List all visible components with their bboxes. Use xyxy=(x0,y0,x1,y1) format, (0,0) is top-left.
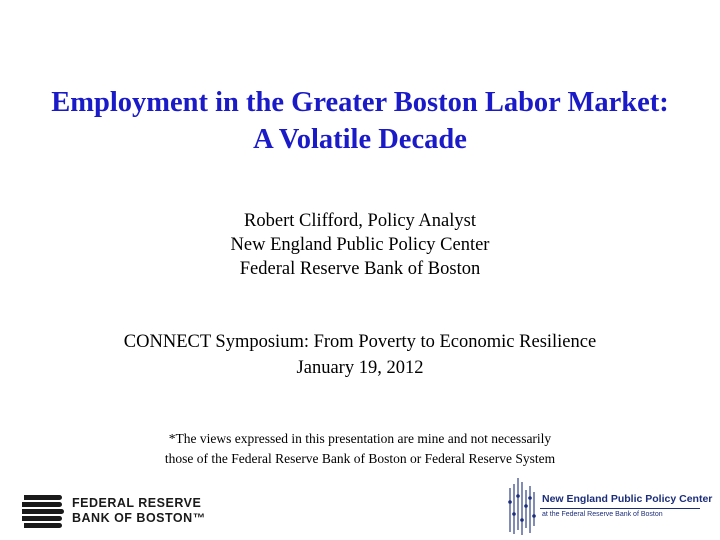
event-name: CONNECT Symposium: From Poverty to Economic Resilience xyxy=(123,332,597,352)
slide-title-line-1: Employment in the Greater Boston Labor Market: xyxy=(51,87,669,118)
federal-reserve-wordmark-line-1: FEDERAL RESERVE xyxy=(72,496,202,510)
author-institution: Federal Reserve Bank of Boston xyxy=(239,259,481,279)
federal-reserve-wordmark-line-2: BANK OF BOSTON™ xyxy=(72,511,206,525)
author-center: New England Public Policy Center xyxy=(230,235,490,255)
slide-title-line-2: A Volatile Decade xyxy=(253,124,467,155)
author-block xyxy=(0,209,720,281)
federal-reserve-logo xyxy=(22,494,222,530)
event-date: January 19, 2012 xyxy=(296,358,424,378)
disclaimer-line-1: *The views expressed in this presentation are mine and not necessarily xyxy=(168,431,552,446)
neppc-lines-icon xyxy=(504,478,544,536)
event-block xyxy=(0,329,720,381)
federal-reserve-wordmark xyxy=(72,496,206,526)
neppc-divider xyxy=(540,508,700,509)
neppc-name: New England Public Policy Center xyxy=(542,493,713,505)
federal-reserve-bars-icon xyxy=(22,495,66,529)
disclaimer-line-2: those of the Federal Reserve Bank of Boston or Federal Reserve System xyxy=(164,451,556,466)
neppc-subtitle: at the Federal Reserve Bank of Boston xyxy=(542,511,663,518)
neppc-logo xyxy=(504,478,713,536)
disclaimer xyxy=(0,429,720,469)
author-name: Robert Clifford, Policy Analyst xyxy=(244,211,476,231)
slide-title xyxy=(0,84,720,158)
